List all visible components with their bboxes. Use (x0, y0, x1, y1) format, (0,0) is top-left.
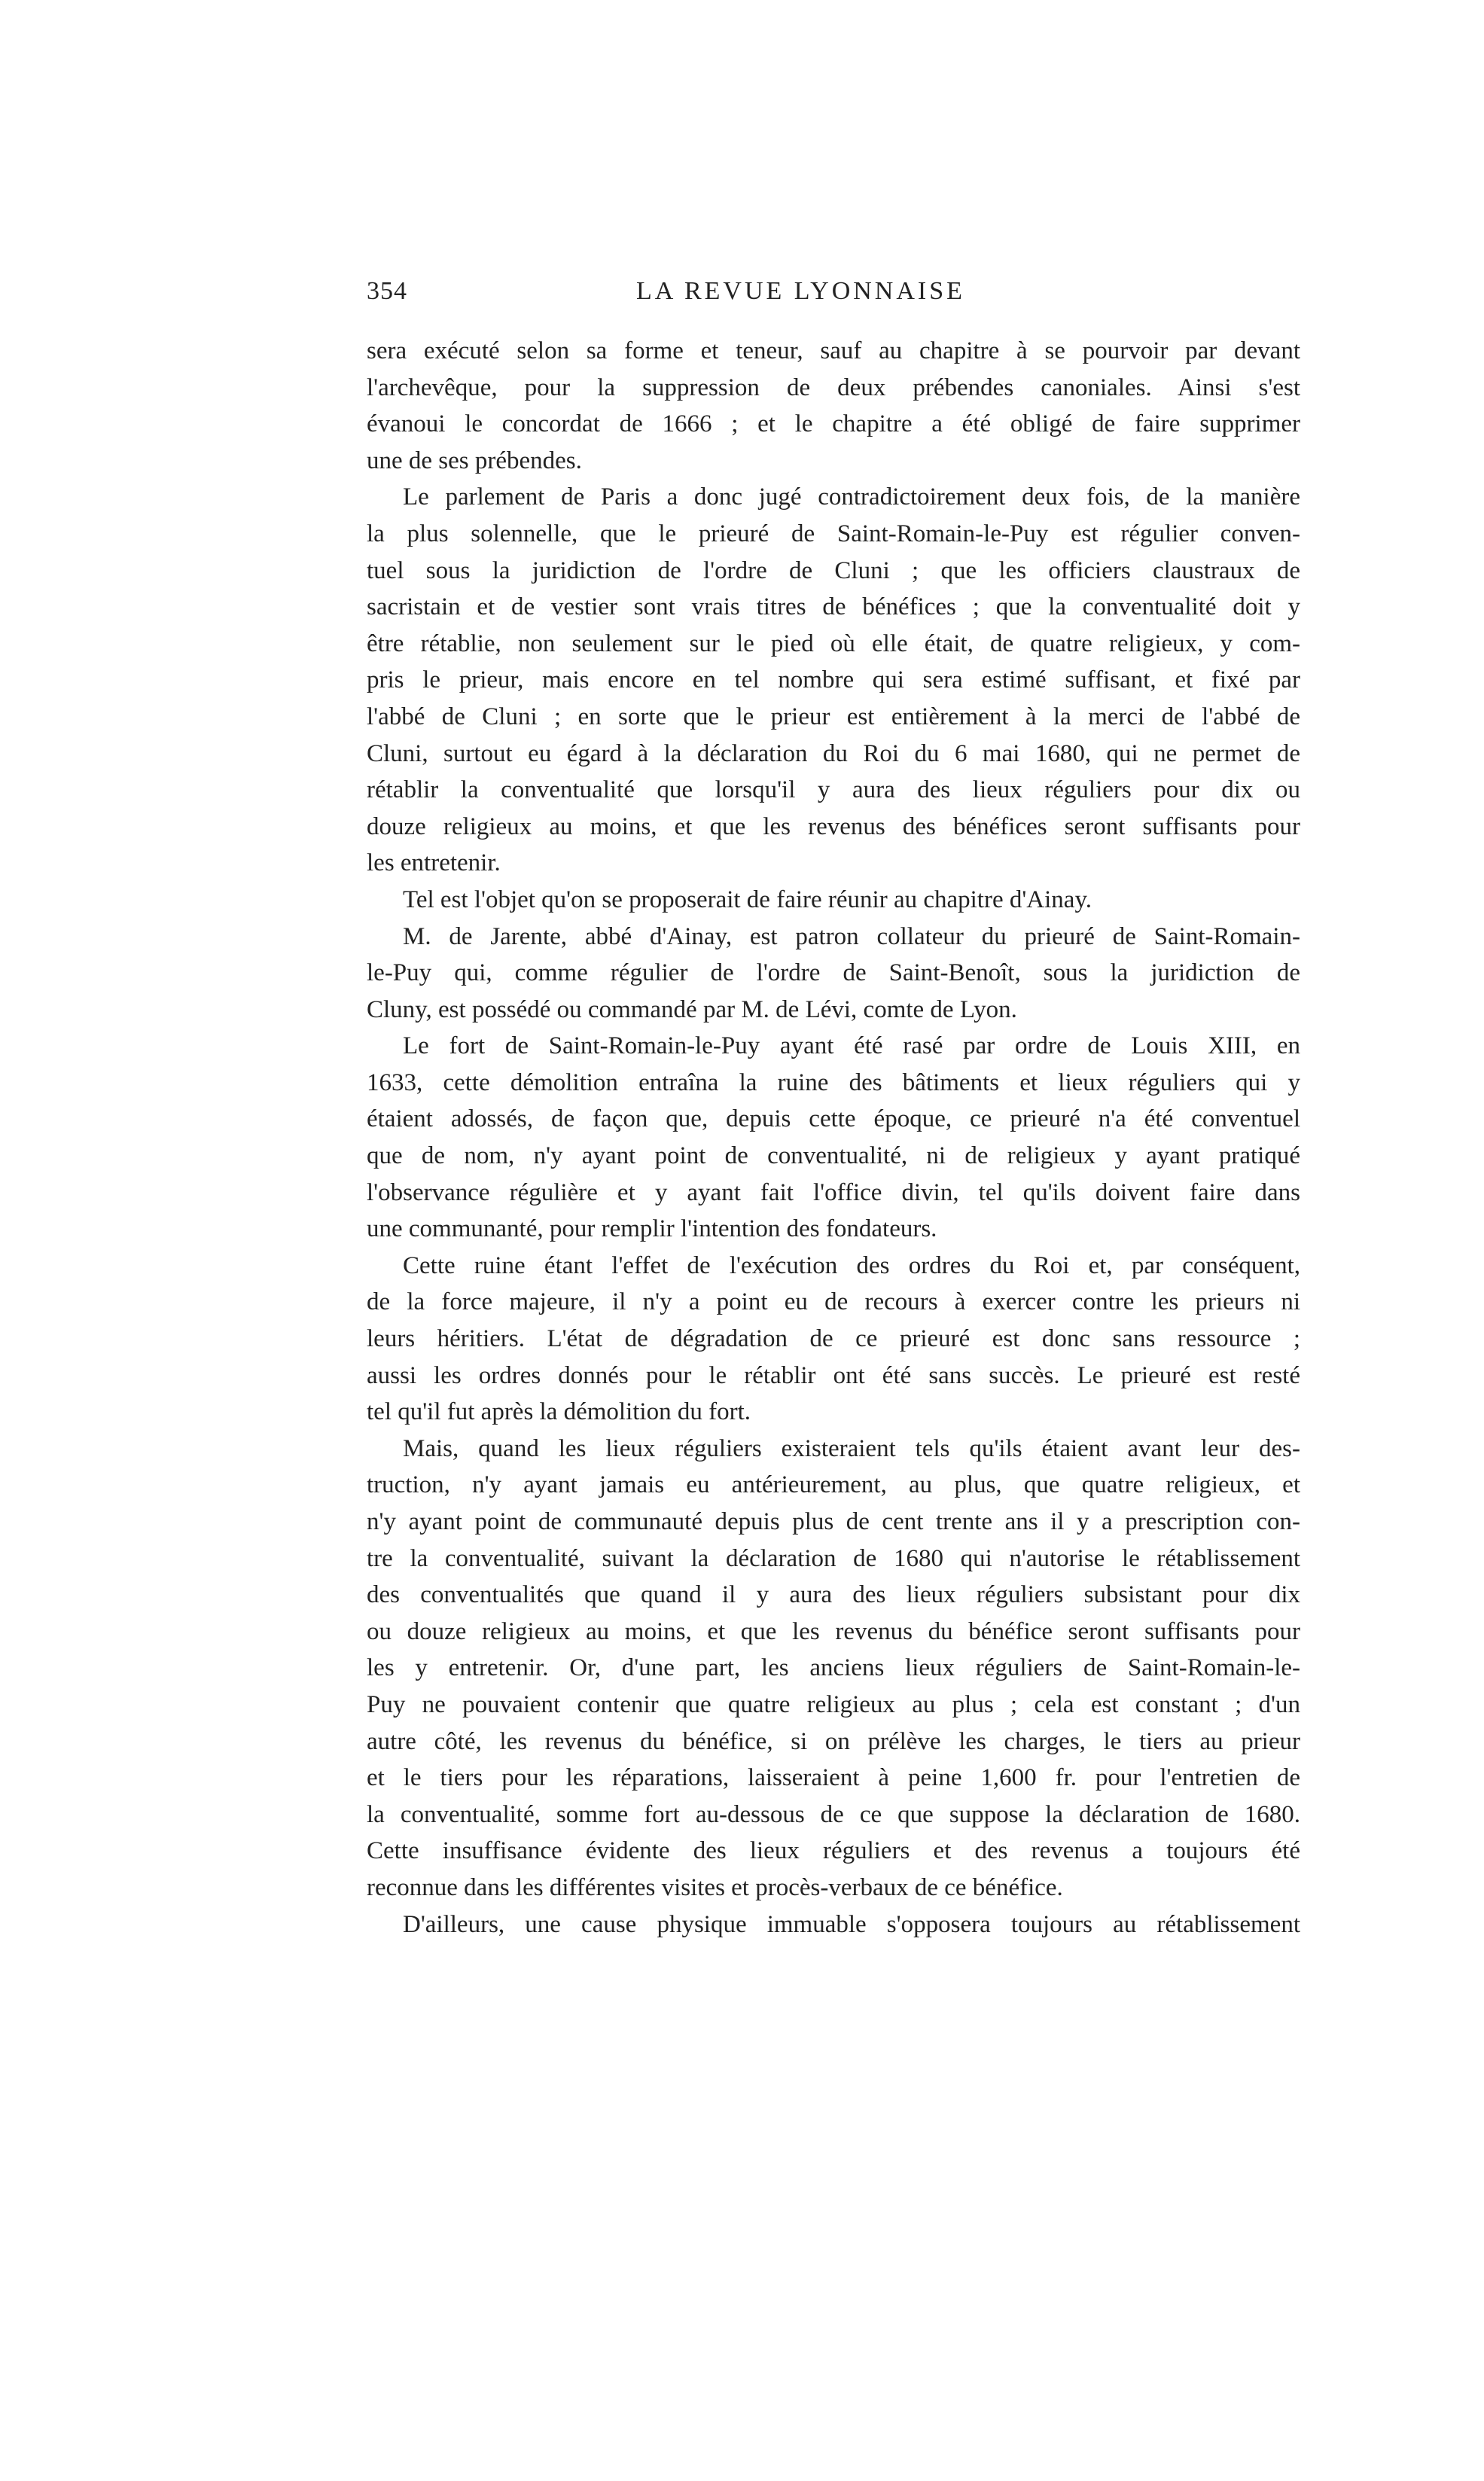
text-line: Le fort de Saint-Romain-le-Puy ayant été rasé par ordre de Louis XIII, en (403, 1032, 1300, 1060)
text-line: de la force majeure, il n'y a point eu de recours à exercer contre les prieurs ni (367, 1288, 1300, 1316)
text-line: n'y ayant point de communauté depuis plus de cent trente ans il y a prescription con- (367, 1508, 1300, 1535)
text-line: ou douze religieux au moins, et que les revenus du bénéfice seront suffisants pour (367, 1617, 1300, 1645)
text-line: étaient adossés, de façon que, depuis cette époque, ce prieuré n'a été conventuel (367, 1105, 1300, 1133)
text-line: Cette ruine étant l'effet de l'exécution des ordres du Roi et, par conséquent, (403, 1251, 1300, 1279)
text-line: Mais, quand les lieux réguliers existeraient tels qu'ils étaient avant leur des- (403, 1434, 1300, 1462)
text-line: l'observance régulière et y ayant fait l'office divin, tel qu'ils doivent faire dans (367, 1178, 1300, 1206)
text-line: la plus solennelle, que le prieuré de Saint-Romain-le-Puy est régulier conven- (367, 520, 1300, 547)
text-line: Cluny, est possédé ou commandé par M. de Lévi, comte de Lyon. (367, 995, 1017, 1023)
text-line: aussi les ordres donnés pour le rétablir ont été sans succès. Le prieuré est resté (367, 1361, 1300, 1389)
text-line: tre la conventualité, suivant la déclaration de 1680 qui n'autorise le rétablissement (367, 1544, 1300, 1572)
text-line: des conventualités que quand il y aura des lieux réguliers subsistant pour dix (367, 1581, 1300, 1609)
text-line: tuel sous la juridiction de l'ordre de Cluni ; que les officiers claustraux de (367, 556, 1300, 584)
text-line: les entretenir. (367, 849, 501, 877)
text-line: Cette insuffisance évidente des lieux réguliers et des revenus a toujours été (367, 1837, 1300, 1865)
page-header (367, 277, 1300, 315)
text-line: la conventualité, somme fort au-dessous de ce que suppose la déclaration de 1680. (367, 1800, 1300, 1828)
text-line: truction, n'y ayant jamais eu antérieurement, au plus, que quatre religieux, et (367, 1471, 1300, 1499)
text-line: 1633, cette démolition entraîna la ruine des bâtiments et lieux réguliers qui y (367, 1068, 1300, 1096)
text-line: une de ses prébendes. (367, 447, 582, 474)
text-line: l'abbé de Cluni ; en sorte que le prieur est entièrement à la merci de l'abbé de (367, 703, 1300, 730)
text-line: les y entretenir. Or, d'une part, les anciens lieux réguliers de Saint-Romain-le- (367, 1654, 1300, 1682)
text-line: et le tiers pour les réparations, laisseraient à peine 1,600 fr. pour l'entretien de (367, 1764, 1300, 1792)
text-line: l'archevêque, pour la suppression de deux prébendes canoniales. Ainsi s'est (367, 373, 1300, 401)
text-line: D'ailleurs, une cause physique immuable s'opposera toujours au rétablissement (403, 1910, 1300, 1938)
body-text (367, 333, 1300, 1943)
text-line: rétablir la conventualité que lorsqu'il y aura des lieux réguliers pour dix ou (367, 776, 1300, 804)
text-line: sacristain et de vestier sont vrais titres de bénéfices ; que la conventualité doit y (367, 593, 1300, 621)
text-line: reconnue dans les différentes visites et procès-verbaux de ce bénéfice. (367, 1873, 1063, 1901)
text-line: le-Puy qui, comme régulier de l'ordre de Saint-Benoît, sous la juridiction de (367, 959, 1300, 987)
page-number: 354 (367, 277, 407, 305)
text-line: Puy ne pouvaient contenir que quatre religieux au plus ; cela est constant ; d'un (367, 1690, 1300, 1718)
text-line: Tel est l'objet qu'on se proposerait de faire réunir au chapitre d'Ainay. (403, 885, 1092, 913)
text-line: évanoui le concordat de 1666 ; et le chapitre a été obligé de faire supprimer (367, 410, 1300, 438)
text-line: M. de Jarente, abbé d'Ainay, est patron collateur du prieuré de Saint-Romain- (403, 922, 1300, 950)
text-line: être rétablie, non seulement sur le pied où elle était, de quatre religieux, y com- (367, 629, 1300, 657)
text-line: leurs héritiers. L'état de dégradation de ce prieuré est donc sans ressource ; (367, 1325, 1300, 1353)
text-line: tel qu'il fut après la démolition du fort. (367, 1398, 751, 1426)
text-line: une communanté, pour remplir l'intention des fondateurs. (367, 1215, 937, 1243)
text-line: douze religieux au moins, et que les revenus des bénéfices seront suffisants pour (367, 812, 1300, 840)
running-title: LA REVUE LYONNAISE (636, 277, 965, 305)
text-line: Cluni, surtout eu égard à la déclaration du Roi du 6 mai 1680, qui ne permet de (367, 739, 1300, 767)
text-line: pris le prieur, mais encore en tel nombre qui sera estimé suffisant, et fixé par (367, 666, 1300, 694)
text-line: sera exécuté selon sa forme et teneur, sauf au chapitre à se pourvoir par devant (367, 337, 1300, 364)
text-line: Le parlement de Paris a donc jugé contradictoirement deux fois, de la manière (403, 483, 1300, 511)
text-line: autre côté, les revenus du bénéfice, si on prélève les charges, le tiers au prieur (367, 1727, 1300, 1755)
text-line: que de nom, n'y ayant point de conventualité, ni de religieux y ayant pratiqué (367, 1142, 1300, 1170)
